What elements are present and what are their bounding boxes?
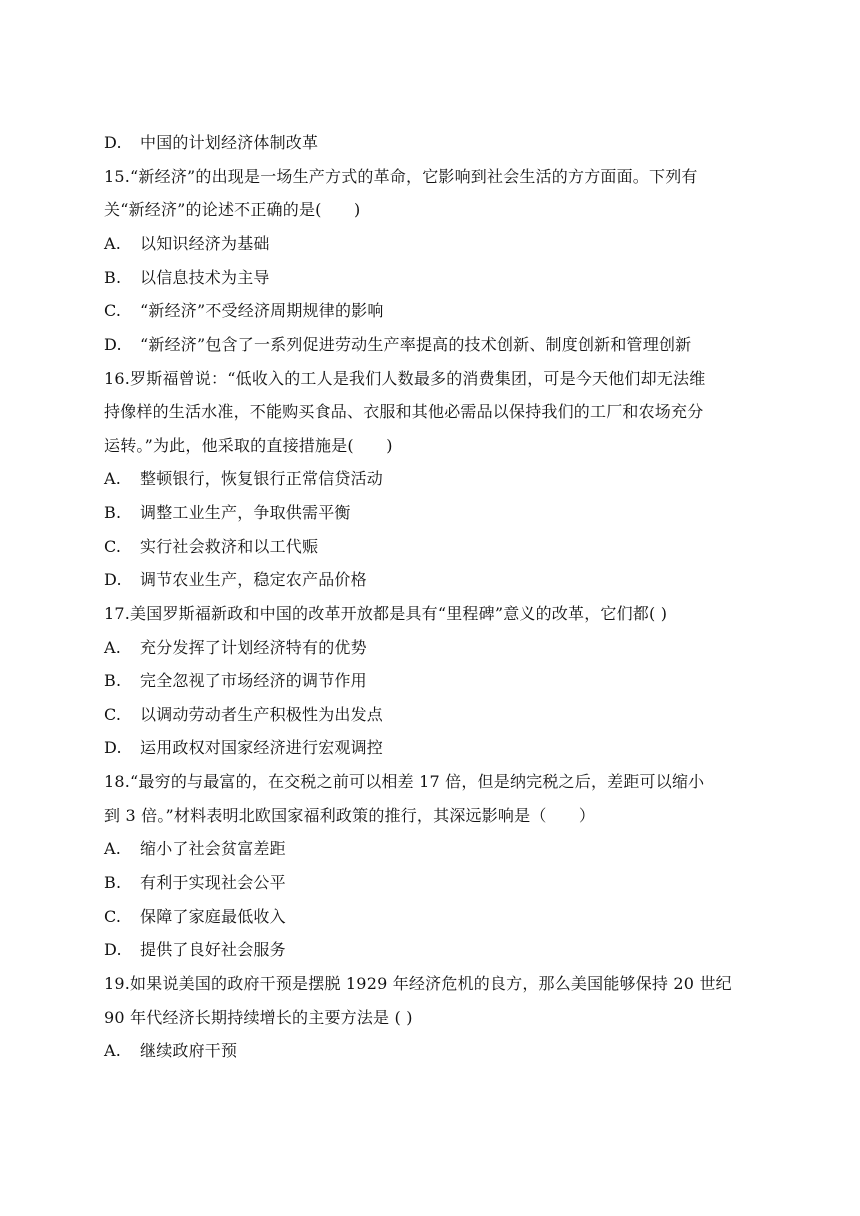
q16-option-d [104,570,784,590]
q19-stem-line-2: 90 年代经济长期持续增长的主要方法是 ( ) [104,1008,413,1027]
option-text: 实行社会救济和以工代赈 [140,537,319,556]
option-text: 有利于实现社会公平 [140,873,286,892]
option-letter: A. [104,638,122,657]
q17-stem-line-1: 17.美国罗斯福新政和中国的改革开放都是具有“里程碑”意义的改革，它们都( ) [104,604,668,623]
q18-option-d [104,940,784,960]
option-text: 充分发挥了计划经济特有的优势 [140,638,367,657]
q15-option-a [104,234,784,254]
option-text: “新经济”包含了一系列促进劳动生产率提高的技术创新、制度创新和管理创新 [140,335,692,354]
q17-option-b [104,671,784,691]
option-letter: C. [104,705,122,724]
q17-option-a [104,638,784,658]
q16-option-b [104,503,784,523]
option-text: 中国的计划经济体制改革 [140,133,319,152]
q18-option-a [104,839,784,859]
option-text: 保障了家庭最低收入 [140,907,286,926]
q15-stem-line-1: 15.“新经济”的出现是一场生产方式的革命，它影响到社会生活的方方面面。下列有 [104,167,698,186]
q15-stem-line-2: 关“新经济”的论述不正确的是( ) [104,200,361,219]
option-letter: C. [104,301,122,320]
q15-option-d [104,335,784,355]
q17-option-d [104,738,784,758]
option-text: 继续政府干预 [140,1041,238,1060]
option-letter: A. [104,839,122,858]
option-text: 以知识经济为基础 [140,234,270,253]
q16-option-c [104,537,784,557]
option-letter: D. [104,570,122,589]
q15-option-b [104,268,784,288]
option-letter: D. [104,133,122,152]
option-text: 以调动劳动者生产积极性为出发点 [140,705,384,724]
q14-option-d [104,133,784,153]
option-letter: D. [104,335,122,354]
option-text: 提供了良好社会服务 [140,940,286,959]
option-text: 以信息技术为主导 [140,268,270,287]
option-letter: A. [104,1041,122,1060]
option-text: 调节农业生产，稳定农产品价格 [140,570,367,589]
q18-option-c [104,907,784,927]
option-letter: B. [104,503,122,522]
option-text: 完全忽视了市场经济的调节作用 [140,671,367,690]
option-letter: C. [104,907,122,926]
q15-option-c [104,301,784,321]
q17-option-c [104,705,784,725]
q19-option-a [104,1041,784,1061]
option-letter: C. [104,537,122,556]
q16-stem-line-3: 运转。”为此，他采取的直接措施是( ) [104,436,393,455]
q16-stem-line-1: 16.罗斯福曾说：“低收入的工人是我们人数最多的消费集团，可是今天他们却无法维 [104,369,706,388]
q19-stem-line-1: 19.如果说美国的政府干预是摆脱 1929 年经济危机的良方，那么美国能够保持 20 世纪 [104,974,732,993]
q18-option-b [104,873,784,893]
option-text: 整顿银行，恢复银行正常信贷活动 [140,469,384,488]
option-letter: B. [104,268,122,287]
option-text: 运用政权对国家经济进行宏观调控 [140,738,384,757]
q16-option-a [104,469,784,489]
option-letter: D. [104,738,122,757]
option-letter: A. [104,234,122,253]
q18-stem-line-2: 到 3 倍。”材料表明北欧国家福利政策的推行，其深远影响是（ ） [104,806,596,825]
q18-stem-line-1: 18.“最穷的与最富的，在交税之前可以相差 17 倍，但是纳完税之后，差距可以缩小 [104,772,705,791]
option-letter: B. [104,671,122,690]
option-letter: B. [104,873,122,892]
option-letter: A. [104,469,122,488]
option-letter: D. [104,940,122,959]
q16-stem-line-2: 持像样的生活水准，不能购买食品、衣服和其他必需品以保持我们的工厂和农场充分 [104,402,704,421]
option-text: “新经济”不受经济周期规律的影响 [140,301,384,320]
option-text: 调整工业生产，争取供需平衡 [140,503,351,522]
option-text: 缩小了社会贫富差距 [140,839,286,858]
